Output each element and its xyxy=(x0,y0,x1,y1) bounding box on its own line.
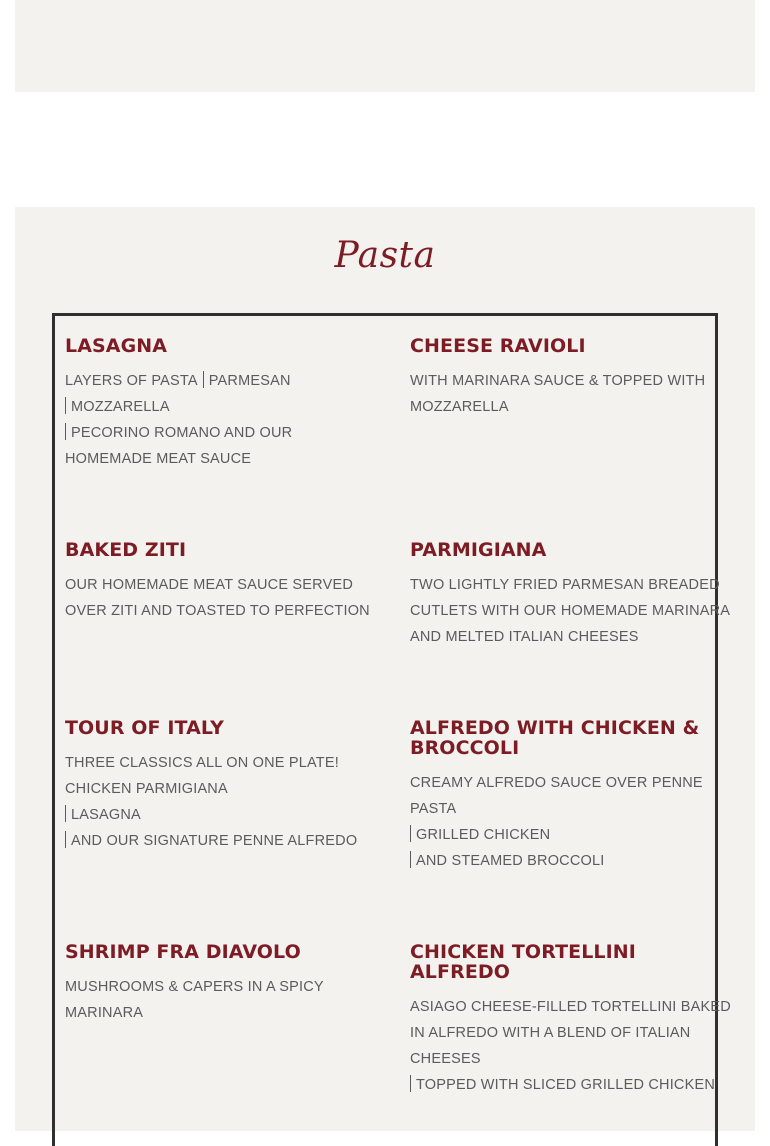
item-name: BAKED ZITI xyxy=(65,539,187,561)
desc-line: CREAMY ALFREDO SAUCE OVER PENNE xyxy=(410,775,703,791)
item-name: CHEESE RAVIOLI xyxy=(410,335,586,357)
top-band xyxy=(15,0,755,92)
separator xyxy=(65,805,66,822)
desc-line: AND OUR SIGNATURE PENNE ALFREDO xyxy=(71,833,358,849)
menu-item-baked-ziti xyxy=(65,539,370,624)
desc-line: LAYERS OF PASTA xyxy=(65,373,198,389)
section-title: Pasta xyxy=(334,235,436,276)
item-name: SHRIMP FRA DIAVOLO xyxy=(65,941,301,963)
separator xyxy=(410,825,411,842)
menu-item-chicken-tortellini-alfredo xyxy=(410,941,731,1098)
desc-line: PASTA xyxy=(410,801,457,817)
item-name: CHICKEN TORTELLINI ALFREDO xyxy=(410,941,636,983)
separator xyxy=(410,851,411,868)
item-description xyxy=(410,368,710,420)
desc-line: IN ALFREDO WITH A BLEND OF ITALIAN xyxy=(410,1025,691,1041)
desc-line: CUTLETS WITH OUR HOMEMADE MARINARA xyxy=(410,603,731,619)
separator xyxy=(65,831,66,848)
menu-item-cheese-ravioli xyxy=(410,336,710,420)
desc-line: MOZZARELLA xyxy=(410,399,509,415)
item-description xyxy=(65,750,365,854)
item-description xyxy=(410,770,710,874)
desc-line: LASAGNA xyxy=(71,807,141,823)
desc-line: AND MELTED ITALIAN CHEESES xyxy=(410,629,639,645)
desc-line: HOMEMADE MEAT SAUCE xyxy=(65,451,252,467)
menu-item-lasagna xyxy=(65,336,365,472)
desc-line: MARINARA xyxy=(65,1005,144,1021)
desc-line: CHEESES xyxy=(410,1051,481,1067)
desc-line: TWO LIGHTLY FRIED PARMESAN BREADED xyxy=(410,577,720,593)
item-name: TOUR OF ITALY xyxy=(65,717,224,739)
item-name: LASAGNA xyxy=(65,335,168,357)
desc-line: ASIAGO CHEESE-FILLED TORTELLINI BAKED xyxy=(410,999,731,1015)
desc-line: WITH MARINARA SAUCE & TOPPED WITH xyxy=(410,373,706,389)
menu-item-parmigiana xyxy=(410,539,731,650)
desc-line: GRILLED CHICKEN xyxy=(416,827,551,843)
desc-line: MUSHROOMS & CAPERS IN A SPICY xyxy=(65,979,324,995)
desc-line: AND STEAMED BROCCOLI xyxy=(416,853,605,869)
desc-line: CHICKEN PARMIGIANA xyxy=(65,781,228,797)
desc-line: THREE CLASSICS ALL ON ONE PLATE! xyxy=(65,755,339,771)
item-name: PARMIGIANA xyxy=(410,539,547,561)
separator xyxy=(203,371,204,388)
desc-line: MOZZARELLA xyxy=(71,399,170,415)
separator xyxy=(65,423,66,440)
desc-line: PECORINO ROMANO AND OUR xyxy=(71,425,293,441)
item-name xyxy=(410,718,710,758)
desc-line: OUR HOMEMADE MEAT SAUCE SERVED xyxy=(65,577,353,593)
item-description xyxy=(410,994,731,1098)
item-name-line: ALFREDO WITH CHICKEN & xyxy=(410,717,700,739)
item-description xyxy=(65,368,365,472)
menu-item-tour-of-italy xyxy=(65,718,365,854)
menu-item-alfredo-chicken-broccoli xyxy=(410,718,710,874)
desc-line: PARMESAN xyxy=(208,373,291,389)
separator xyxy=(65,397,66,414)
menu-item-shrimp-fra-diavolo xyxy=(65,942,365,1026)
item-description xyxy=(65,974,365,1026)
separator xyxy=(410,1075,411,1092)
item-name-line: BROCCOLI xyxy=(410,737,520,759)
desc-line: TOPPED WITH SLICED GRILLED CHICKEN xyxy=(416,1077,716,1093)
item-description xyxy=(410,572,731,650)
desc-line: OVER ZITI AND TOASTED TO PERFECTION xyxy=(65,603,370,619)
item-description xyxy=(65,572,370,624)
